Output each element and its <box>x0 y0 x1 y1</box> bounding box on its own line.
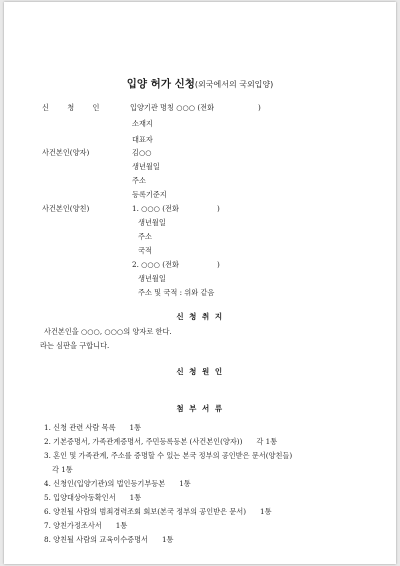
attachment-count: 각 1통 <box>256 437 278 446</box>
purpose-line-2: 라는 심판을 구합니다. <box>40 341 110 350</box>
attachments-heading: 첨 부 서 류 <box>176 404 224 413</box>
purpose-heading: 신 청 취 지 <box>176 312 224 321</box>
parents-label: 사건본인(양친) <box>42 204 90 213</box>
attachment-text: 5. 입양대상아동확인서 <box>44 493 116 502</box>
attachment-count: 1통 <box>179 479 191 488</box>
applicant-close: ) <box>258 103 261 112</box>
parent1-address: 주소 <box>138 232 152 241</box>
attachment-text: 6. 양친될 사람의 범죄경력조회 회보(본국 정부의 공인받은 문서) <box>44 507 247 516</box>
applicant-address: 소재지 <box>132 119 153 128</box>
attachment-count: 1통 <box>129 423 142 432</box>
attachment-text: 각 1통 <box>52 465 73 474</box>
attachment-item-continued <box>52 465 73 475</box>
parent2-birth: 생년월일 <box>138 274 166 283</box>
attachment-text: 3. 혼인 및 가족관계, 주소를 증명할 수 있는 본국 정부의 공인받은 문서(양친들) <box>44 451 293 460</box>
attachment-text: 2. 기본증명서, 가족관계증명서, 주민등록등본 (사건본인(양자)) <box>44 437 243 446</box>
document-title <box>4 76 396 91</box>
applicant-name <box>130 103 261 112</box>
parent1-name-text: 1. ○○○ (전화 <box>132 204 179 213</box>
attachment-item <box>44 493 141 503</box>
applicant-label: 신 청 인 <box>42 103 108 112</box>
title-main: 입양 허가 신청 <box>126 78 195 90</box>
parent2-same: 주소 및 국적 : 위와 같음 <box>138 288 215 297</box>
attachment-item <box>44 521 127 531</box>
attachment-item <box>44 535 174 545</box>
adoptee-birth: 생년월일 <box>132 162 160 171</box>
title-sub: (외국에서의 국외입양) <box>194 80 274 89</box>
adoptee-address: 주소 <box>132 176 146 185</box>
applicant-representative: 대표자 <box>132 135 153 144</box>
adoptee-name: 김○○ <box>132 148 152 157</box>
attachment-item <box>44 479 191 489</box>
parent2-name <box>132 260 220 269</box>
attachment-item <box>44 437 277 447</box>
attachment-text: 1. 신청 관련 사람 목록 <box>44 423 116 432</box>
parent1-nationality: 국적 <box>138 246 152 255</box>
purpose-line-1: 사건본인을 ○○○, ○○○의 양자로 한다. <box>44 327 172 336</box>
attachment-item <box>44 423 141 433</box>
parent1-close: ) <box>216 204 220 213</box>
attachment-item <box>44 507 272 517</box>
attachment-item <box>44 451 292 461</box>
attachment-count: 1통 <box>260 507 272 516</box>
document-page <box>4 2 396 564</box>
adoptee-registry: 등록기준지 <box>132 190 167 199</box>
applicant-name-text: 입양기관 명칭 ○○○ (전화 <box>130 103 215 112</box>
attachment-text: 4. 신청인(입양기관)의 법인등기부등본 <box>44 479 166 488</box>
attachment-text: 8. 양친될 사람의 교육이수증명서 <box>44 535 148 544</box>
parent1-name <box>132 204 220 213</box>
cause-heading: 신 청 원 인 <box>176 367 224 376</box>
adoptee-label: 사건본인(양자) <box>42 148 90 157</box>
attachment-text: 7. 양친가정조사서 <box>44 521 102 530</box>
parent2-close: ) <box>216 260 220 269</box>
parent2-name-text: 2. ○○○ (전화 <box>132 260 179 269</box>
attachment-count: 1통 <box>115 521 128 530</box>
parent1-birth: 생년월일 <box>138 218 166 227</box>
attachment-count: 1통 <box>129 493 142 502</box>
attachment-count: 1통 <box>161 535 174 544</box>
